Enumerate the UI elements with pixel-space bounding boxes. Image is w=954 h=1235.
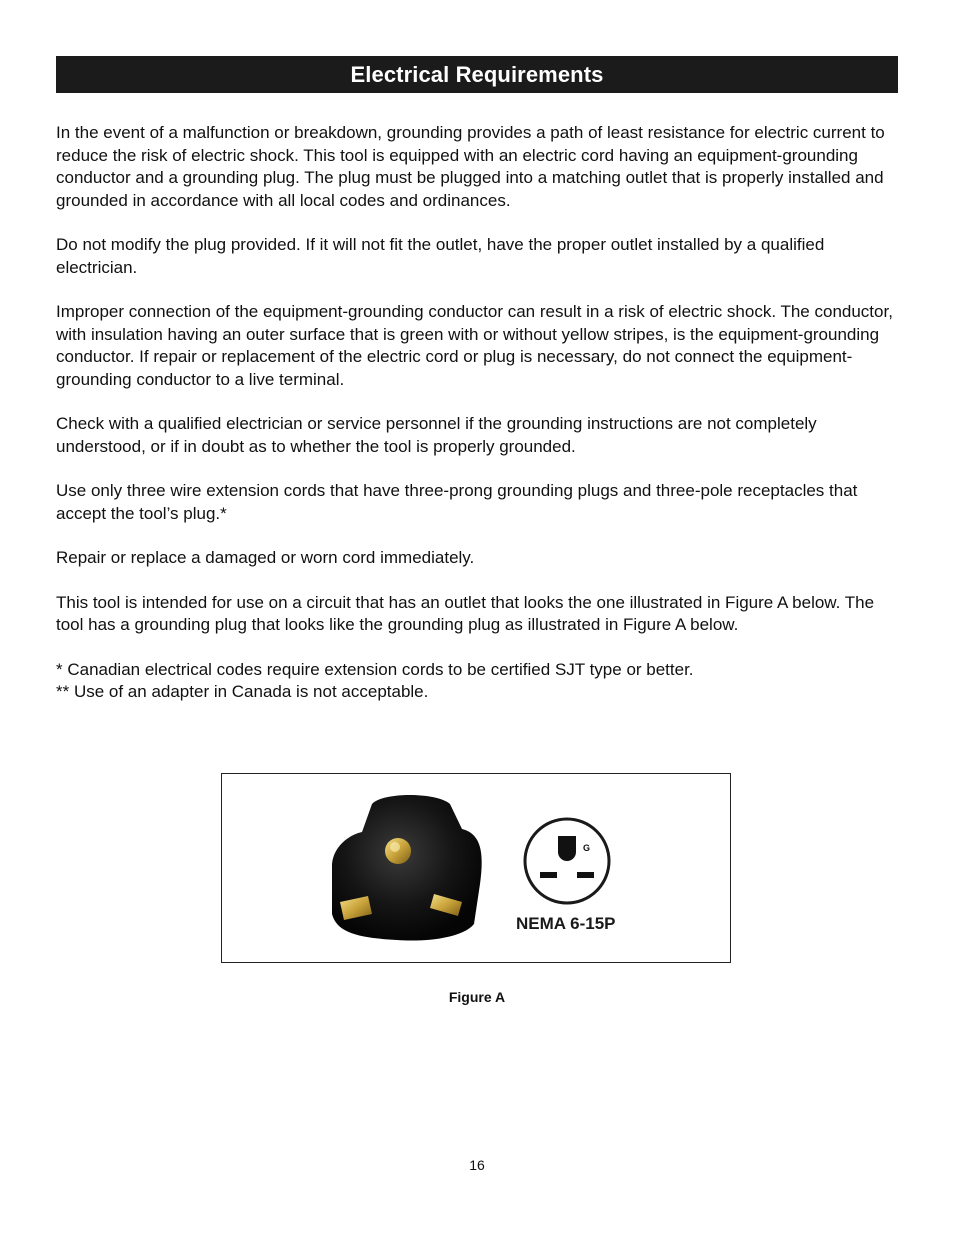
page-number: 16 bbox=[469, 1157, 485, 1173]
paragraph-modify-plug: Do not modify the plug provided. If it will not fit the outlet, have the proper outlet installed by a qualified electrician. bbox=[56, 235, 825, 277]
body-text bbox=[56, 122, 898, 704]
page-title-bar bbox=[56, 56, 898, 93]
figure-a-illustration bbox=[222, 774, 730, 962]
note-canadian-codes: * Canadian electrical codes require extension cords to be certified SJT type or better. bbox=[56, 659, 694, 679]
figure-a-box bbox=[221, 773, 731, 963]
paragraph-grounding: In the event of a malfunction or breakdown, grounding provides a path of least resistance for electric current to reduce the risk of electric shock. This tool is equipped with an electric cord having an equipment-grounding conductor and a grounding plug. The plug must be plugged into a matching outlet that is properly installed and grounded in accordance with all local codes and ordinances. bbox=[56, 123, 885, 210]
note-adapter-canada: ** Use of an adapter in Canada is not acceptable. bbox=[56, 682, 429, 701]
paragraph-improper-connection: Improper connection of the equipment-grounding conductor can result in a risk of electric shock. The conductor, with insulation having an outer surface that is green with or without yellow stripes, is the equipment-grounding conductor. If repair or replacement of the electric cord or plug is necessary, do not connect the equipment-grounding conductor to a live terminal. bbox=[56, 302, 893, 389]
paragraph-repair-cord: Repair or replace a damaged or worn cord immediately. bbox=[56, 548, 475, 567]
paragraph-check-electrician: Check with a qualified electrician or service personnel if the grounding instructions are not completely understood, or if in doubt as to whether the tool is properly grounded. bbox=[56, 414, 817, 456]
nema-label: NEMA 6-15P bbox=[516, 914, 616, 933]
ground-label: G bbox=[583, 843, 591, 853]
figure-caption: Figure A bbox=[448, 989, 506, 1005]
nema-diagram-icon bbox=[525, 819, 609, 903]
paragraph-circuit-outlet: This tool is intended for use on a circuit that has an outlet that looks the one illustrated in Figure A below. The tool has a grounding plug that looks like the grounding plug as illustrated in Figure A below. bbox=[56, 592, 875, 634]
plug-photo-icon bbox=[332, 795, 482, 941]
paragraph-extension-cords: Use only three wire extension cords that have three-prong grounding plugs and three-pole receptacles that accept the tool’s plug.* bbox=[56, 481, 858, 523]
page-title: Electrical Requirements bbox=[350, 61, 604, 87]
